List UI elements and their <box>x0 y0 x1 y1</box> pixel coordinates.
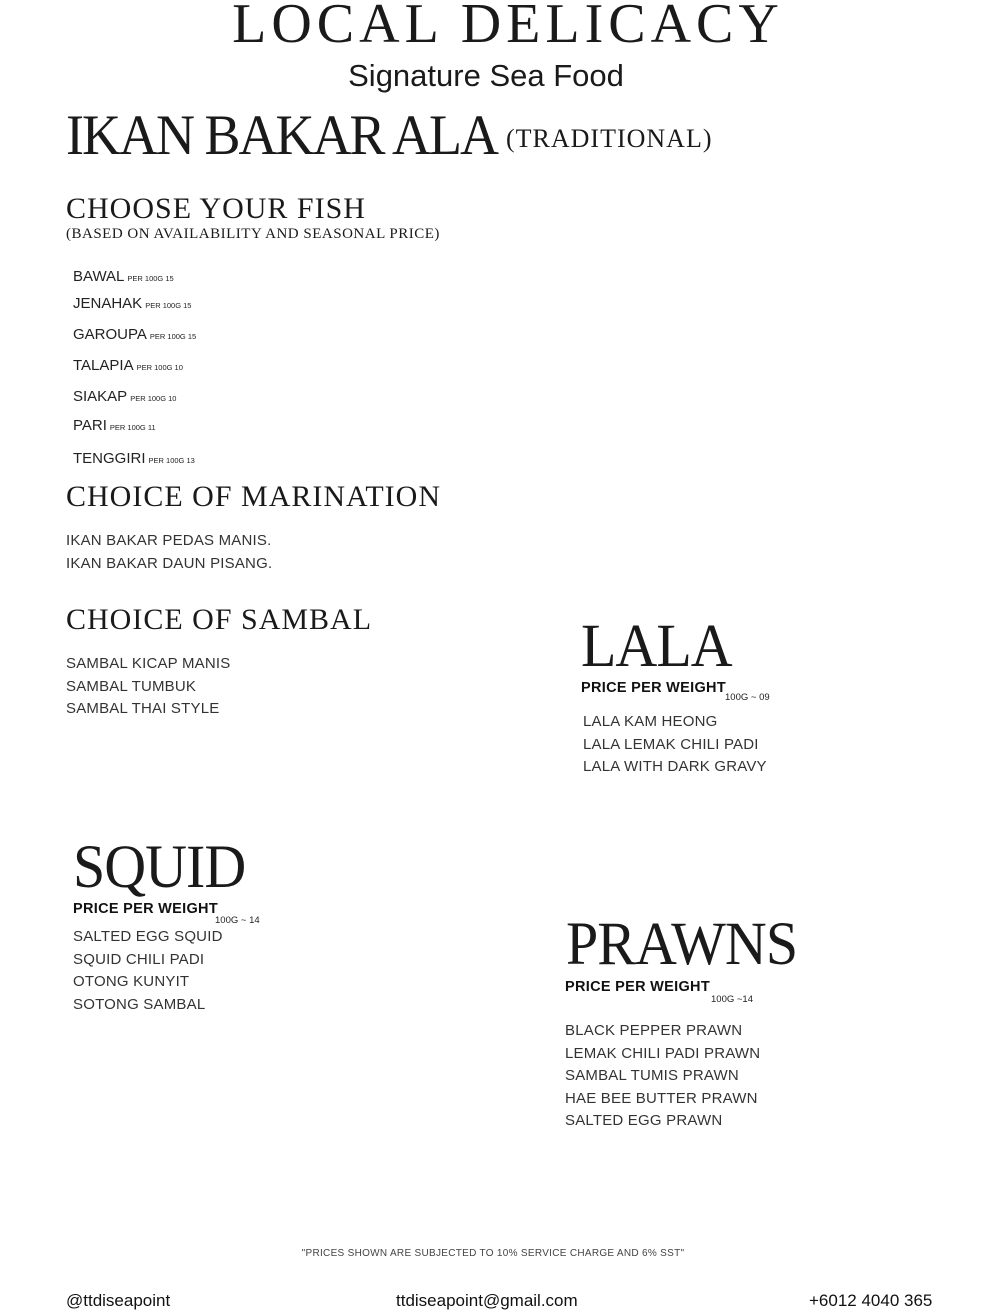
list-item: SAMBAL KICAP MANIS <box>66 655 231 672</box>
marination-list <box>66 530 272 575</box>
sambal-list <box>66 653 230 721</box>
sambal-section-heading: CHOICE OF SAMBAL <box>66 603 373 636</box>
list-item: SAMBAL TUMBUK <box>66 677 197 695</box>
fish-price: PER 100G 11 <box>109 423 156 432</box>
fish-name: TALAPIA <box>73 357 134 374</box>
fish-name: TENGGIRI <box>73 450 146 467</box>
fish-name: BAWAL <box>73 268 125 285</box>
fish-price: PER 100G 15 <box>127 274 174 283</box>
list-item: BLACK PEPPER PRAWN <box>565 1022 743 1039</box>
list-item: SALTED EGG PRAWN <box>565 1112 723 1129</box>
fish-name: JENAHAK <box>73 295 143 312</box>
lala-price-value: 100G ~ 09 <box>725 692 770 703</box>
page-title: LOCAL DELICACY <box>232 0 784 55</box>
list-item: HAE BEE BUTTER PRAWN <box>565 1089 758 1107</box>
list-item: SOTONG SAMBAL <box>73 995 206 1013</box>
list-item: SAMBAL TUMIS PRAWN <box>565 1067 739 1084</box>
prawns-section-title: PRAWNS <box>566 909 798 978</box>
lala-list <box>583 711 767 779</box>
fish-price: PER 100G 15 <box>149 332 197 341</box>
fish-section-heading: CHOOSE YOUR FISH <box>66 192 366 225</box>
fish-price: PER 100G 10 <box>136 363 183 372</box>
fish-price: PER 100G 10 <box>130 394 177 403</box>
list-item: LEMAK CHILI PADI PRAWN <box>565 1044 761 1062</box>
list-item: LALA LEMAK CHILI PADI <box>583 735 759 753</box>
footer-note: "PRICES SHOWN ARE SUBJECTED TO 10% SERVICE CHARGE AND 6% SST" <box>301 1248 685 1259</box>
list-item: SQUID CHILI PADI <box>73 950 205 968</box>
lala-section-title: LALA <box>581 611 732 680</box>
fish-name: PARI <box>73 417 107 434</box>
list-item: OTONG KUNYIT <box>73 973 190 990</box>
instagram-handle[interactable]: @ttdiseapoint <box>66 1291 171 1310</box>
ikan-bakar-heading: IKAN BAKAR ALA <box>66 103 497 167</box>
squid-price-label: PRICE PER WEIGHT <box>73 901 218 917</box>
list-item: SALTED EGG SQUID <box>73 928 223 945</box>
list-item: LALA KAM HEONG <box>583 713 718 730</box>
fish-item <box>73 295 191 312</box>
ikan-bakar-subheading: (TRADITIONAL) <box>506 124 713 153</box>
fish-section-note: (BASED ON AVAILABILITY AND SEASONAL PRICE) <box>66 226 440 242</box>
fish-item <box>73 417 156 434</box>
fish-item <box>73 388 176 405</box>
fish-name: GAROUPA <box>73 326 147 343</box>
squid-price-value: 100G ~ 14 <box>215 915 260 926</box>
prawns-price-value: 100G ~14 <box>711 994 753 1005</box>
squid-list <box>73 926 223 1016</box>
email-address[interactable]: ttdiseapoint@gmail.com <box>396 1291 578 1310</box>
fish-item <box>73 450 195 467</box>
prawns-price-label: PRICE PER WEIGHT <box>565 979 710 995</box>
list-item: IKAN BAKAR DAUN PISANG. <box>66 554 273 572</box>
lala-price-label: PRICE PER WEIGHT <box>581 680 726 696</box>
fish-item <box>73 326 196 343</box>
fish-name: SIAKAP <box>73 388 128 405</box>
fish-price: PER 100G 15 <box>145 301 192 310</box>
list-item: LALA WITH DARK GRAVY <box>583 758 767 775</box>
fish-item <box>73 357 183 374</box>
fish-price: PER 100G 13 <box>148 456 195 465</box>
squid-section-title: SQUID <box>73 832 246 901</box>
list-item: SAMBAL THAI STYLE <box>66 700 220 717</box>
page-subtitle: Signature Sea Food <box>348 58 624 93</box>
phone-number[interactable]: +6012 4040 365 <box>809 1291 933 1310</box>
list-item: IKAN BAKAR PEDAS MANIS. <box>66 532 272 549</box>
marination-section-heading: CHOICE OF MARINATION <box>66 480 442 513</box>
prawns-list <box>565 1020 760 1133</box>
fish-item <box>73 268 174 285</box>
